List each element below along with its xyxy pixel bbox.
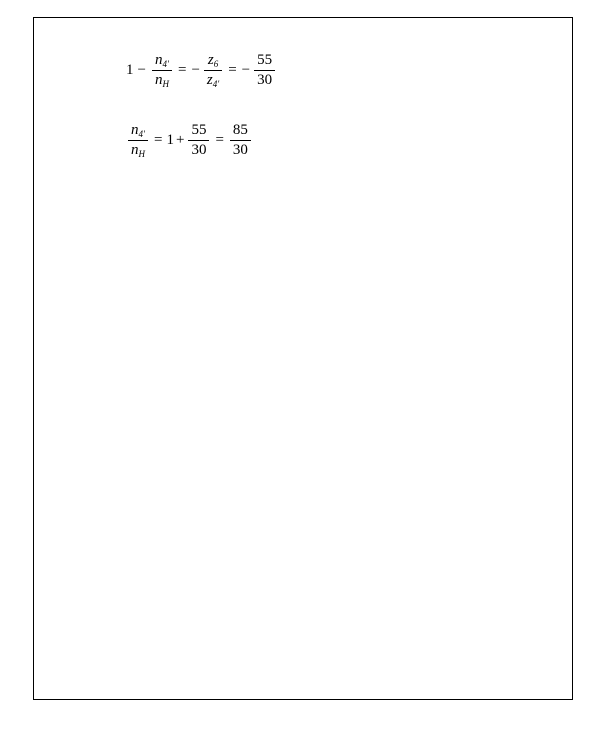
eq1-frac3-bar (254, 70, 275, 71)
eq2-frac1-denominator: $n_H$ (131, 141, 145, 159)
eq2-term-one: 1 (166, 131, 174, 148)
eq1-frac1-denominator: $n_H$ (154, 71, 169, 89)
eq2-frac1-numerator: $n_{4'}$ (131, 122, 145, 139)
eq1-negative-sign-1: − (191, 61, 200, 78)
eq2-fraction-85-30 (230, 122, 251, 158)
eq2-frac3-bar (230, 140, 251, 141)
eq2-equals-1: = (154, 131, 163, 148)
eq1-term-one: 1 (126, 61, 134, 78)
eq1-equals-2: = (228, 61, 237, 78)
equation-1 (126, 52, 277, 88)
eq1-negative-sign-2: − (241, 61, 251, 78)
eq1-frac3-denominator: 30 (257, 71, 273, 88)
eq2-fraction-n4-nH (128, 122, 148, 158)
eq1-frac1-numerator: $n_{4'}$ (155, 52, 169, 69)
eq1-frac1-bar (152, 70, 172, 71)
eq1-fraction-55-30 (254, 52, 275, 88)
eq2-plus-operator: + (175, 131, 185, 148)
eq1-frac3-numerator: 55 (257, 52, 273, 68)
eq1-fraction-z6-z4 (204, 52, 222, 88)
page-border-frame (33, 17, 573, 700)
eq1-equals-1: = (177, 61, 187, 78)
eq1-minus-operator: − (137, 61, 146, 78)
eq2-frac2-bar (188, 140, 209, 141)
eq2-frac3-denominator: 30 (232, 141, 248, 158)
eq1-frac2-bar (204, 70, 222, 71)
eq2-frac2-numerator: 55 (191, 122, 207, 138)
eq1-frac2-denominator: $z_{4'}$ (206, 71, 220, 89)
eq2-frac2-denominator: 30 (191, 141, 207, 158)
eq2-frac1-bar (128, 140, 148, 141)
eq1-fraction-n4-nH (152, 52, 172, 88)
eq1-frac2-numerator: $z_6$ (207, 52, 219, 69)
eq2-frac3-numerator: 85 (232, 122, 248, 138)
eq2-equals-2: = (215, 131, 224, 148)
equation-2 (126, 122, 253, 158)
eq2-fraction-55-30 (188, 122, 209, 158)
